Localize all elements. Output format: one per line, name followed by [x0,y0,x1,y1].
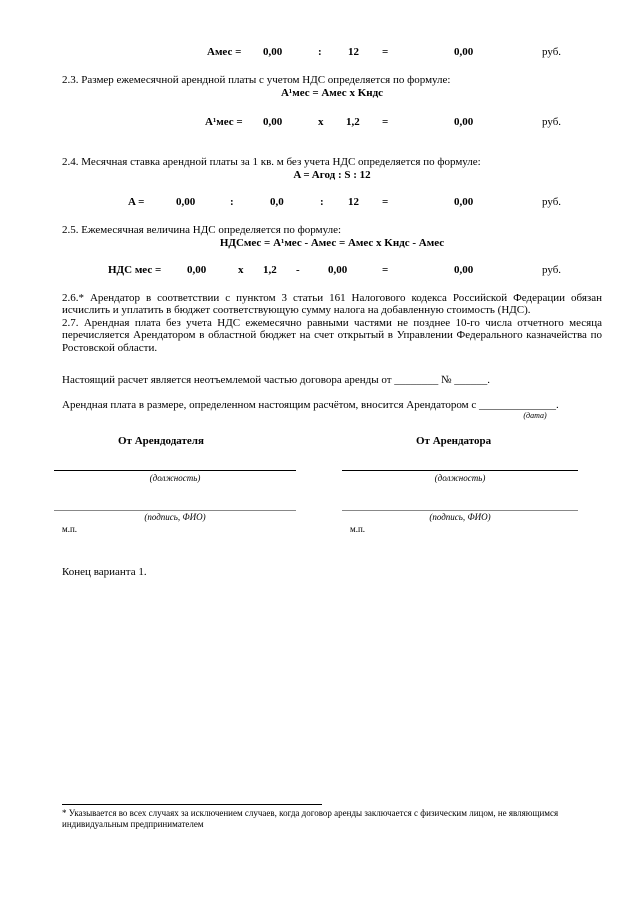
row3-v3: 12 [348,196,359,208]
lessee-sign-hint: (подпись, ФИО) [429,512,491,522]
row4-lhs: НДС мес = [108,264,162,276]
row1-lhs: Aмес = [207,46,242,58]
lessee-position-line [342,470,578,471]
lessor-position-hint: (должность) [149,473,201,483]
row2-lhs: A¹мес = [205,116,243,128]
row3-lhs: A = [128,196,145,208]
row1-unit: руб. [542,46,562,58]
row3-unit: руб. [542,196,562,208]
row4-op1: x [238,264,244,276]
row4-result: 0,00 [454,264,474,276]
row3-op1: : [230,196,234,208]
row4-v2: 1,2 [263,264,277,276]
row2-unit: руб. [542,116,562,128]
section-2-4-formula: A = Aгод : S : 12 [293,169,371,181]
row2-op: x [318,116,324,128]
row4-unit: руб. [542,264,562,276]
row3-op2: : [320,196,324,208]
row1-result: 0,00 [454,46,474,58]
lessor-title: От Арендодателя [118,435,204,447]
date-hint: (дата) [523,411,547,420]
lessee-stamp: м.п. [350,524,366,534]
row4-v1: 0,00 [187,264,207,276]
section-2-5-text: 2.5. Ежемесячная величина НДС определяется по формуле: [62,224,342,236]
row2-v2: 1,2 [346,116,360,128]
row4-v3: 0,00 [328,264,348,276]
section-2-5-formula: НДСмес = A¹мес - Aмес = Aмес x Kндс - Aмес [219,237,445,249]
end-note: Конец варианта 1. [62,566,147,578]
row2-v1: 0,00 [263,116,283,128]
row1-op: : [318,46,322,58]
payment-note: Арендная плата в размере, определенном настоящим расчётом, вносится Арендатором с ______________. [62,399,559,411]
lessor-position-line [54,470,296,471]
section-2-3-formula: A¹мес = Aмес x Kндс [280,87,384,99]
row1-v1: 0,00 [263,46,283,58]
lessee-title: От Арендатора [416,435,492,447]
section-2-6: 2.6.* Арендатор в соответствии с пунктом 3 статьи 161 Налогового кодекса Российской Федерации обязан исчислить и уплатить в бюджет соответствующую сумму налога на добавленную стоимость (НДС). [62,292,602,317]
row4-op2: - [296,264,300,276]
row3-v1: 0,00 [176,196,196,208]
lessee-sign-line [342,510,578,511]
row3-result: 0,00 [454,196,474,208]
section-2-7: 2.7. Арендная плата без учета НДС ежемесячно равными частями не позднее 10-го числа отчетного месяца перечисляется Арендатором в областной бюджет на счет открытый в Управлении Федерального казначейства по Ростовской области. [62,317,602,354]
lessor-sign-line [54,510,296,511]
footnote-separator [62,804,322,805]
row2-eq: = [382,116,389,128]
lessor-sign-hint: (подпись, ФИО) [144,512,206,522]
row4-eq: = [382,264,389,276]
section-2-3-text: 2.3. Размер ежемесячной арендной платы с учетом НДС определяется по формуле: [62,74,451,86]
row1-eq: = [382,46,389,58]
lessee-position-hint: (должность) [434,473,486,483]
row3-v2: 0,0 [270,196,284,208]
contract-note: Настоящий расчет является неотъемлемой частью договора аренды от ________ № ______. [62,374,491,386]
section-2-4-text: 2.4. Месячная ставка арендной платы за 1 кв. м без учета НДС определяется по формуле: [62,156,481,168]
row2-result: 0,00 [454,116,474,128]
row3-eq: = [382,196,389,208]
lessor-stamp: м.п. [62,524,78,534]
row1-v2: 12 [348,46,359,58]
footnote: * Указывается во всех случаях за исключением случаев, когда договор аренды заключается с физическим лицом, не являющимся индивидуальным предпринимателем [62,808,559,829]
